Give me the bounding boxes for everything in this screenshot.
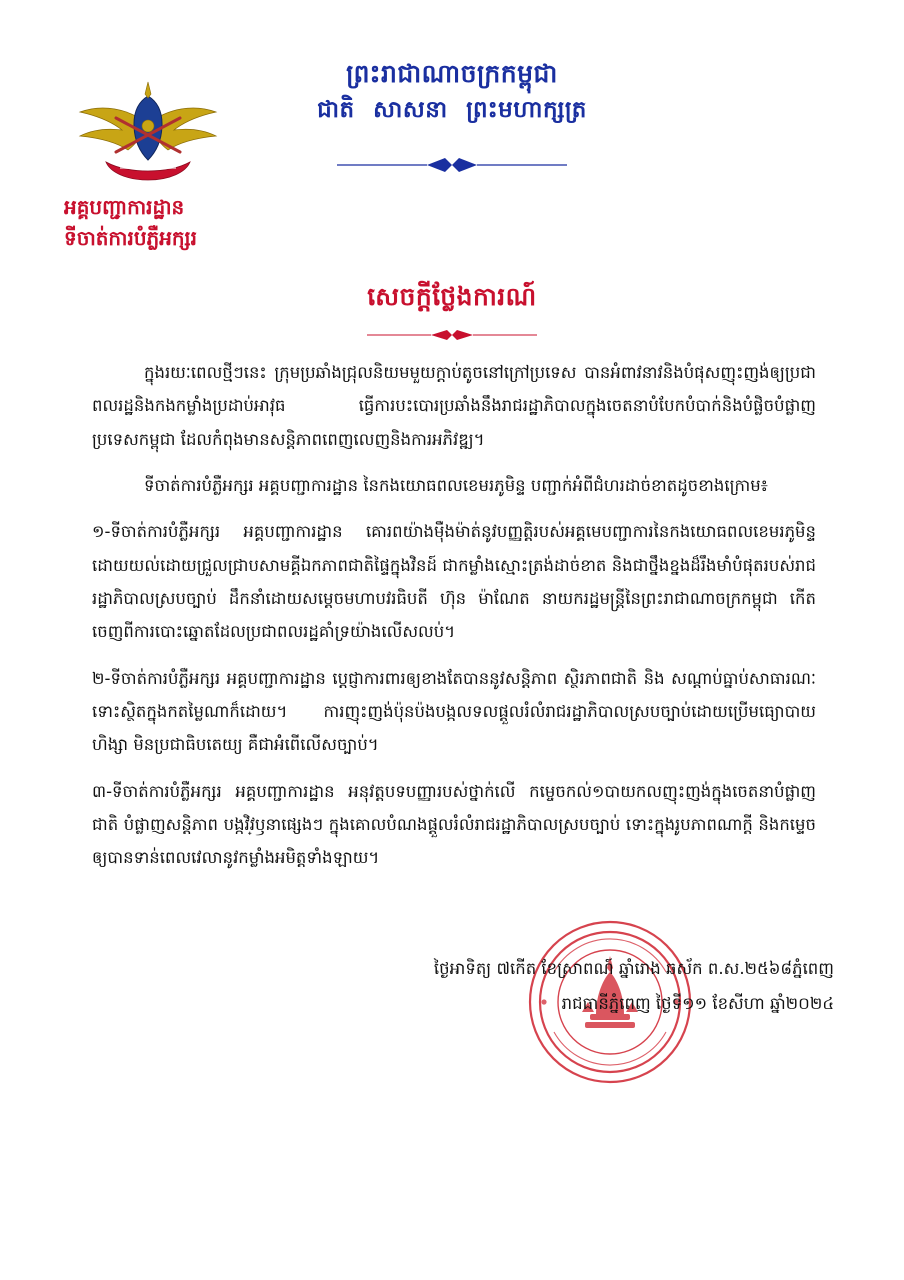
paragraph-point-3: ៣-ទីចាត់ការបំភ្លឺអក្សរ អគ្គបញ្ជាការដ្ឋាន អនុវត្តបទបញ្ញារបស់ថ្នាក់លើ កម្ចេចកល់១បាយកលញុះញង់ក្នុងចេតនាបំផ្លាញជាតិ បំផ្លាញសន្តិភាព បង្កវិវ្ឫនាផ្សេងៗ ក្នុងគោលបំណងផ្តួលរំលំរាជរដ្ឋាភិបាលស្របច្បាប់ ទោះក្នុងរូបភាពណាក្តី និងកម្ទេចឲ្យបានទាន់ពេលវេលានូវកម្លាំងអមិត្តទាំងឡាយ។: [92, 781, 816, 868]
title-ornament-divider: [367, 328, 537, 342]
paragraph-point-1: ១-ទីចាត់ការបំភ្លឺអក្សរ អគ្គបញ្ជាការដ្ឋាន គោរពយ៉ាងម៉ឺងម៉ាត់នូវបញ្ញត្តិរបស់អគ្គមេបញ្ជាការនៃកងយោធពលខេមរភូមិន្ទ ដោយយល់ដោយជ្រួលជ្រាបសាមគ្គីឯកភាពជាតិផ្ទៃក្នុងវិនដ៍ ជាកម្លាំងស្មោះត្រង់ដាច់ខាត និងជាថ្នឹងខ្នងដ៏រឹងមាំបំផុតរបស់រាជរដ្ឋាភិបាលស្របច្បាប់ ដឹកនាំដោយសម្តេចមហាបវរធិបតី ហ៊ុន ម៉ាណែត នាយករដ្ឋមន្ត្រីនៃព្រះរាជាណាចក្រកម្ពុជា កើតចេញពីការបោះឆ្នោតដែលប្រជាពលរដ្ឋគាំទ្រយ៉ាងលើសលប់។: [92, 522, 816, 642]
date-line-khmer-calendar: ថ្ងៃអាទិត្យ ៧កើត ខែស្រាពណ៍ ឆ្នាំរោង ឆស័ក ព.ស.២៥៦៨ភ្នំពេញ: [433, 959, 834, 978]
paragraph-statement-lead: ទីចាត់ការបំភ្លឺអក្សរ អគ្គបញ្ជាការដ្ឋាន នៃកងយោធពលខេមរភូមិន្ទ បញ្ជាក់អំពីជំហរដាច់ខាតដូចខាងក្រោម៖: [144, 475, 768, 495]
paragraph-intro: ក្នុងរយៈពេលថ្មីៗនេះ ក្រុមប្រឆាំងជ្រុលនិយមមួយក្តាប់តូចនៅក្រៅប្រទេស បានអំពាវនាវនិងបំផុសញុះញង់ឲ្យប្រជាពលរដ្ឋនិងកងកម្លាំងប្រដាប់អាវុធ ធ្វើការបះបោរប្រឆាំងនឹងរាជរដ្ឋាភិបាលក្នុងចេតនាបំបែកបំបាក់និងបំផ្លិចបំផ្លាញប្រទេសកម្ពុជា ដែលកំពុងមានសន្តិភាពពេញលេញនិងការអភិវឌ្ឍ។: [92, 363, 816, 449]
document-header: [0, 56, 904, 129]
document-body: [92, 356, 816, 888]
date-line-gregorian: រាជធានីភ្នំពេញ ថ្ងៃទី១១ ខែសីហា ឆ្នាំ២០២៤: [561, 993, 834, 1013]
header-ornament-divider: [337, 156, 567, 174]
office-line-1: អគ្គបញ្ជាការដ្ឋាន: [64, 195, 185, 219]
document-title-block: [0, 282, 904, 342]
signature-date-block: [364, 952, 834, 1021]
national-motto: ជាតិ សាសនា ព្រះមហាក្សត្រ: [317, 97, 587, 124]
office-line-2: ទីចាត់ការបំភ្លឺអក្សរ: [64, 226, 197, 250]
kingdom-title: ព្រះរាជាណាចក្រកម្ពុជា: [346, 59, 558, 88]
issuing-office: [64, 192, 197, 254]
page-title: សេចក្តីថ្លែងការណ៍: [367, 282, 537, 311]
paragraph-point-2: ២-ទីចាត់ការបំភ្លឺអក្សរ អគ្គបញ្ជាការដ្ឋាន ប្តេជ្ញាការពារឲ្យខាងតែបាននូវសន្តិភាព ស្ថិរភាពជាតិ និង សណ្តាប់ធ្នាប់សាធារណៈ ទោះស្ថិតក្នុងកតម្លៃណាក៏ដោយ។ ការញុះញង់ប៉ុនប៉ងបង្កលទលផ្តួលរំលំរាជរដ្ឋាភិបាលស្របច្បាប់ដោយប្រើមធ្យោបាយ ហិង្សា មិនប្រជាធិបតេយ្យ គឺជាអំពើលើសច្បាប់។: [92, 668, 816, 755]
